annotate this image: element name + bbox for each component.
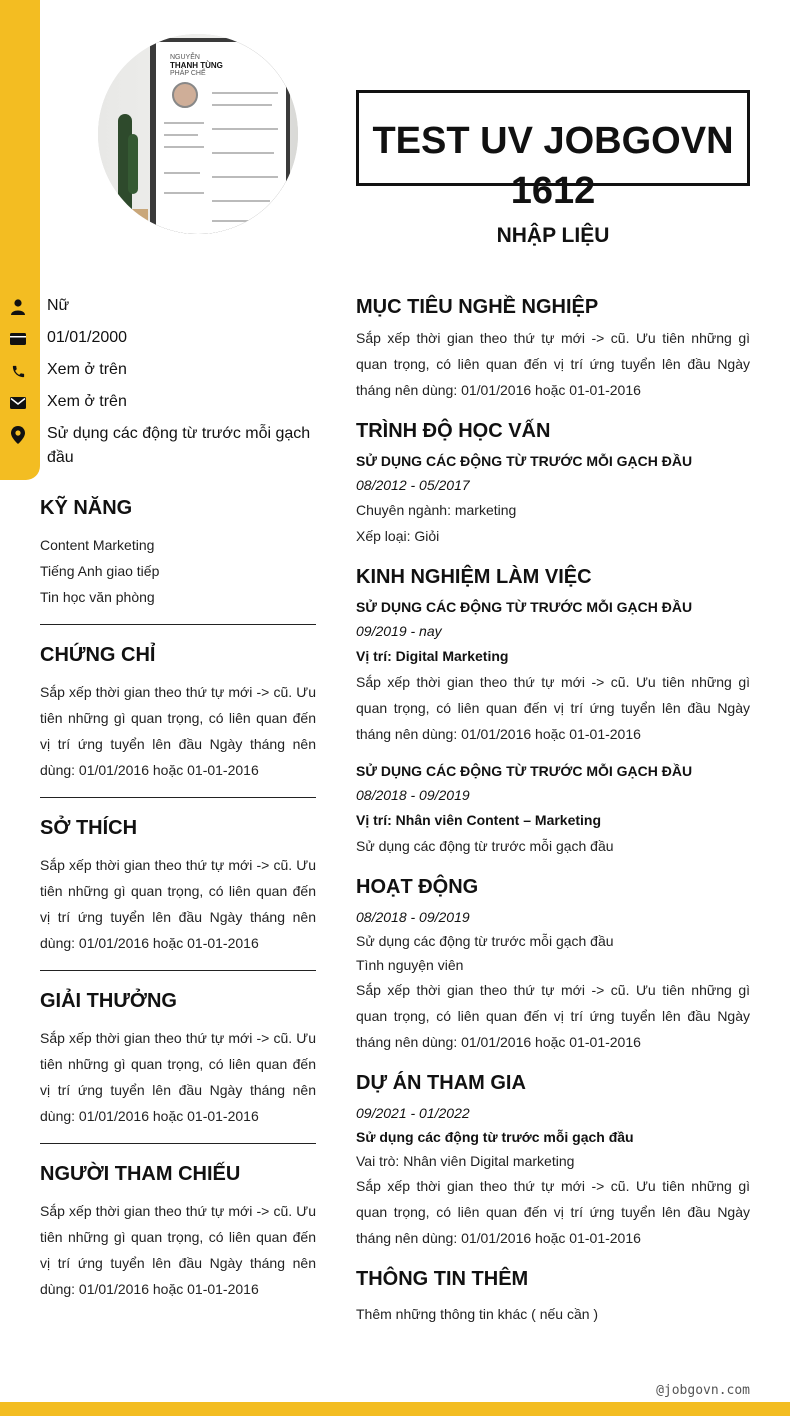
section-divider: [40, 1143, 316, 1144]
additional-section: [356, 1265, 750, 1327]
contact-info: [0, 294, 316, 470]
experience-entry: [356, 595, 750, 747]
education-date: 08/2012 - 05/2017: [356, 477, 470, 493]
objective-text: Sắp xếp thời gian theo thứ tự mới -> cũ. Ưu tiên những gì quan trọng, có liên quan đến vị trí ứng tuyển lên đầu Ngày tháng nên dùng: 01/01/2016 hoặc 01-01-2016: [356, 330, 750, 398]
certificates-heading: CHỨNG CHỈ: [40, 644, 156, 666]
hobbies-text: Sắp xếp thời gian theo thứ tự mới -> cũ. Ưu tiên những gì quan trọng, có liên quan đến vị trí ứng tuyển lên đầu Ngày tháng nên dùng: 01/01/2016 hoặc 01-01-2016: [40, 857, 316, 951]
phone-icon: [9, 362, 27, 380]
project-role: Vai trò: Nhân viên Digital marketing: [356, 1153, 575, 1169]
education-grade: Xếp loại: Giỏi: [356, 528, 440, 544]
right-column: [356, 293, 750, 1341]
project-name: Sử dụng các động từ trước mỗi gạch đầu: [356, 1129, 634, 1145]
awards-text: Sắp xếp thời gian theo thứ tự mới -> cũ. Ưu tiên những gì quan trọng, có liên quan đến vị trí ứng tuyển lên đầu Ngày tháng nên dùng: 01/01/2016 hoặc 01-01-2016: [40, 1030, 316, 1124]
experience-entry: [356, 759, 750, 859]
contact-phone: [0, 358, 316, 390]
activity-role: Tình nguyện viên: [356, 957, 464, 973]
candidate-name: TEST UV JOBGOVN 1612: [372, 120, 734, 212]
skills-section: [40, 494, 316, 610]
activity-description: Sắp xếp thời gian theo thứ tự mới -> cũ. Ưu tiên những gì quan trọng, có liên quan đến vị trí ứng tuyển lên đầu Ngày tháng nên dùng: 01/01/2016 hoặc 01-01-2016: [356, 982, 750, 1050]
references-heading: NGƯỜI THAM CHIẾU: [40, 1163, 241, 1185]
left-column: [40, 494, 316, 1302]
gender-value: Nữ: [47, 297, 70, 314]
school-name: SỬ DỤNG CÁC ĐỘNG TỪ TRƯỚC MỖI GẠCH ĐẦU: [356, 453, 693, 469]
activities-heading: HOẠT ĐỘNG: [356, 876, 479, 898]
job-position: Vị trí: Digital Marketing: [356, 648, 509, 664]
hobbies-heading: SỞ THÍCH: [40, 817, 138, 839]
contact-address: [0, 422, 316, 470]
contact-gender: [0, 294, 316, 326]
activity-org: Sử dụng các động từ trước mỗi gạch đầu: [356, 933, 614, 949]
company-name: SỬ DỤNG CÁC ĐỘNG TỪ TRƯỚC MỖI GẠCH ĐẦU: [356, 763, 693, 779]
job-position: Vị trí: Nhân viên Content – Marketing: [356, 812, 602, 828]
contact-email: [0, 390, 316, 422]
footer-accent-bar: [0, 1402, 790, 1416]
job-title: NHẬP LIỆU: [496, 224, 610, 247]
skill-item: Tiếng Anh giao tiếp: [40, 563, 160, 579]
section-divider: [40, 624, 316, 625]
experience-section: [356, 563, 750, 859]
calendar-icon: [9, 330, 27, 348]
projects-section: [356, 1069, 750, 1251]
birthday-value: 01/01/2000: [47, 329, 128, 346]
projects-heading: DỰ ÁN THAM GIA: [356, 1072, 526, 1094]
avatar: NGUYỄN THANH TÙNG PHÁP CHẾ: [98, 34, 298, 234]
activities-section: [356, 873, 750, 1055]
section-divider: [40, 970, 316, 971]
watermark: @jobgovn.com: [656, 1383, 750, 1398]
project-date: 09/2021 - 01/2022: [356, 1105, 470, 1121]
objective-heading: MỤC TIÊU NGHỀ NGHIỆP: [356, 296, 599, 318]
skill-item: Content Marketing: [40, 537, 155, 553]
phone-value: Xem ở trên: [47, 361, 127, 378]
education-section: [356, 417, 750, 549]
education-heading: TRÌNH ĐỘ HỌC VẤN: [356, 420, 551, 442]
company-name: SỬ DỤNG CÁC ĐỘNG TỪ TRƯỚC MỖI GẠCH ĐẦU: [356, 599, 693, 615]
certificates-section: [40, 641, 316, 783]
job-description: Sắp xếp thời gian theo thứ tự mới -> cũ. Ưu tiên những gì quan trọng, có liên quan đến vị trí ứng tuyển lên đầu Ngày tháng nên dùng: 01/01/2016 hoặc 01-01-2016: [356, 674, 750, 742]
job-description: Sử dụng các động từ trước mỗi gạch đầu: [356, 838, 614, 854]
skill-item: Tin học văn phòng: [40, 589, 155, 605]
mail-icon: [9, 394, 27, 412]
job-date: 09/2019 - nay: [356, 623, 442, 639]
address-value: Sử dụng các động từ trước mỗi gạch đầu: [47, 425, 311, 466]
references-section: [40, 1160, 316, 1302]
contact-birthday: [0, 326, 316, 358]
location-pin-icon: [9, 426, 27, 444]
education-major: Chuyên ngành: marketing: [356, 502, 517, 518]
skills-heading: KỸ NĂNG: [40, 497, 133, 519]
additional-text: Thêm những thông tin khác ( nếu cần ): [356, 1306, 599, 1322]
certificates-text: Sắp xếp thời gian theo thứ tự mới -> cũ. Ưu tiên những gì quan trọng, có liên quan đến vị trí ứng tuyển lên đầu Ngày tháng nên dùng: 01/01/2016 hoặc 01-01-2016: [40, 684, 316, 778]
awards-heading: GIẢI THƯỞNG: [40, 990, 177, 1012]
job-date: 08/2018 - 09/2019: [356, 787, 470, 803]
awards-section: [40, 987, 316, 1129]
activity-date: 08/2018 - 09/2019: [356, 909, 470, 925]
email-value: Xem ở trên: [47, 393, 127, 410]
hobbies-section: [40, 814, 316, 956]
additional-heading: THÔNG TIN THÊM: [356, 1268, 529, 1290]
person-icon: [9, 298, 27, 316]
section-divider: [40, 797, 316, 798]
project-description: Sắp xếp thời gian theo thứ tự mới -> cũ. Ưu tiên những gì quan trọng, có liên quan đến vị trí ứng tuyển lên đầu Ngày tháng nên dùng: 01/01/2016 hoặc 01-01-2016: [356, 1178, 750, 1246]
experience-heading: KINH NGHIỆM LÀM VIỆC: [356, 566, 592, 588]
references-text: Sắp xếp thời gian theo thứ tự mới -> cũ. Ưu tiên những gì quan trọng, có liên quan đến vị trí ứng tuyển lên đầu Ngày tháng nên dùng: 01/01/2016 hoặc 01-01-2016: [40, 1203, 316, 1297]
objective-section: [356, 293, 750, 403]
